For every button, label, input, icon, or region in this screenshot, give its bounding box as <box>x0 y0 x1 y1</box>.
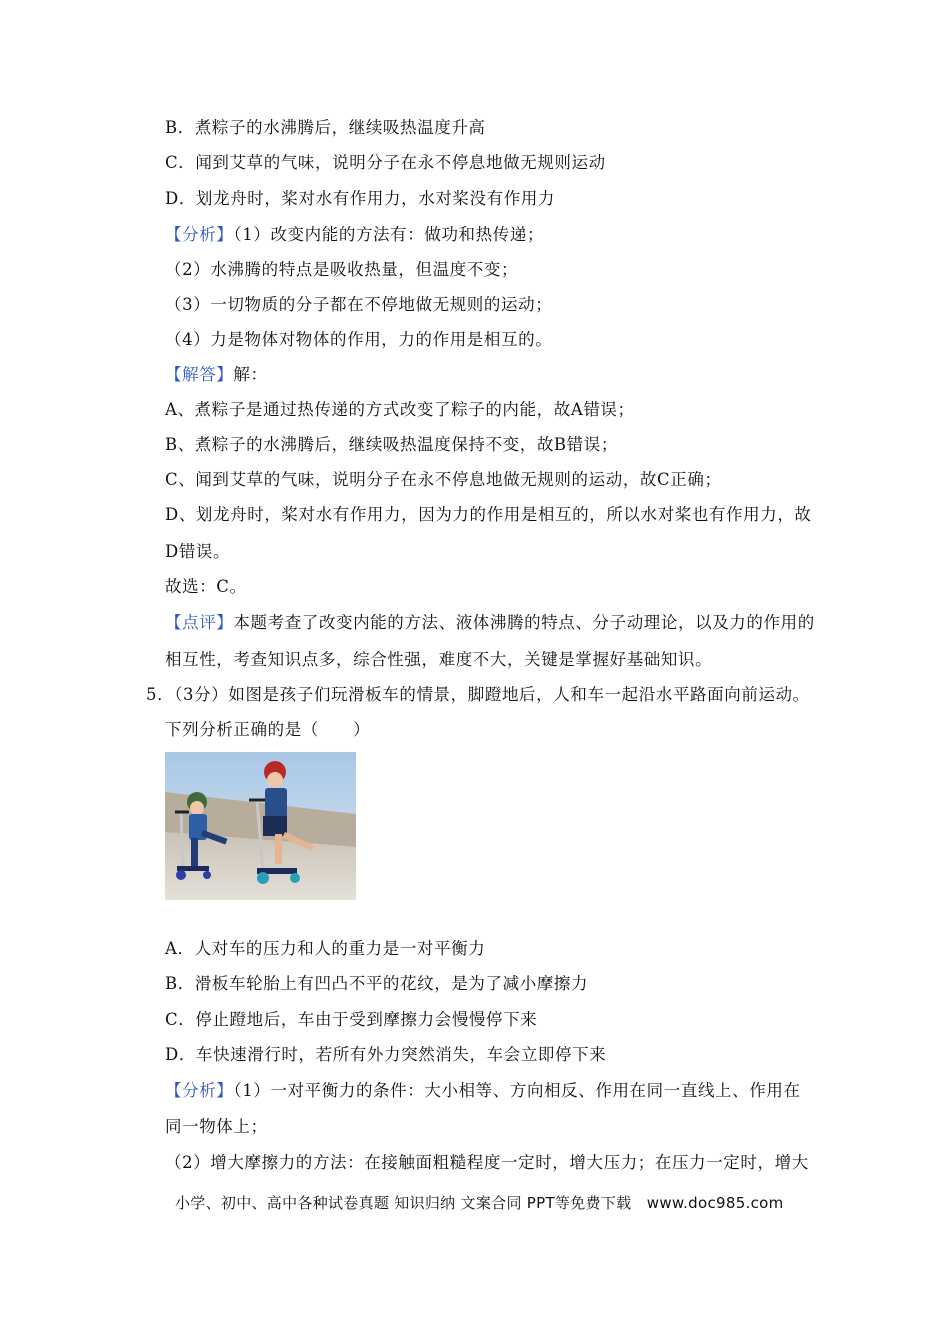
footer-banner: 小学、初中、高中各种试卷真题 知识归纳 文案合同 PPT等免费下载 www.doc985.com <box>175 1194 784 1212</box>
option-a: A．人对车的压力和人的重力是一对平衡力 <box>165 939 486 958</box>
solution-line-c: C、闻到艾草的气味，说明分子在永不停息地做无规则的运动，故C正确； <box>165 470 722 489</box>
option-c-line: C．闻到艾草的气味，说明分子在永不停息地做无规则运动 <box>165 153 606 172</box>
analysis2-line-3: （2）增大摩擦力的方法：在接触面粗糙程度一定时，增大压力；在压力一定时，增大 <box>165 1153 809 1172</box>
analysis2-line-1 <box>165 1081 801 1101</box>
question-5-line-2: 下列分析正确的是（ ） <box>165 720 371 739</box>
comment-text: 本题考查了改变内能的方法、液体沸腾的特点、分子动理论，以及力的作用的 <box>233 613 815 632</box>
analysis2-tag: 【分析】 <box>165 1081 234 1100</box>
analysis-text: （1）改变内能的方法有：做功和热传递； <box>233 225 545 244</box>
solution-line-1 <box>165 365 268 385</box>
solution-tag: 【解答】 <box>165 365 234 384</box>
solution-line-a: A、煮粽子是通过热传递的方式改变了粽子的内能，故A错误； <box>165 400 635 419</box>
analysis2-line-2: 同一物体上； <box>165 1117 268 1136</box>
analysis-line-2: （2）水沸腾的特点是吸收热量，但温度不变； <box>165 260 519 279</box>
solution-line-d2: D错误。 <box>165 542 231 561</box>
scooter-photo <box>165 752 356 900</box>
question-text: （3分）如图是孩子们玩滑板车的情景，脚蹬地后，人和车一起沿水平路面向前运动。 <box>174 685 810 704</box>
analysis-line-4: （4）力是物体对物体的作用，力的作用是相互的。 <box>165 330 553 349</box>
comment-line-2: 相互性，考查知识点多，综合性强，难度不大，关键是掌握好基础知识。 <box>165 650 713 669</box>
option-c: C．停止蹬地后，车由于受到摩擦力会慢慢停下来 <box>165 1010 538 1029</box>
answer-line: 故选：C。 <box>165 577 247 596</box>
solution-line-b: B、煮粽子的水沸腾后，继续吸热温度保持不变，故B错误； <box>165 435 618 454</box>
option-b: B．滑板车轮胎上有凹凸不平的花纹，是为了减小摩擦力 <box>165 974 589 993</box>
option-d-line: D．划龙舟时，桨对水有作用力，水对桨没有作用力 <box>165 189 556 208</box>
analysis2-text: （1）一对平衡力的条件：大小相等、方向相反、作用在同一直线上、作用在 <box>233 1081 801 1100</box>
option-b-line: B．煮粽子的水沸腾后，继续吸热温度升高 <box>165 118 486 137</box>
analysis-line-1 <box>165 225 544 245</box>
analysis-line-3: （3）一切物质的分子都在不停地做无规则的运动； <box>165 295 553 314</box>
solution-text: 解： <box>233 365 268 384</box>
comment-tag: 【点评】 <box>165 613 234 632</box>
option-d: D．车快速滑行时，若所有外力突然消失，车会立即停下来 <box>165 1045 607 1064</box>
question-number: 5． <box>146 685 175 704</box>
comment-line-1 <box>165 613 815 633</box>
solution-line-d: D、划龙舟时，桨对水有作用力，因为力的作用是相互的，所以水对桨也有作用力，故 <box>165 505 812 524</box>
analysis-tag: 【分析】 <box>165 225 234 244</box>
question-5-line <box>146 685 810 705</box>
